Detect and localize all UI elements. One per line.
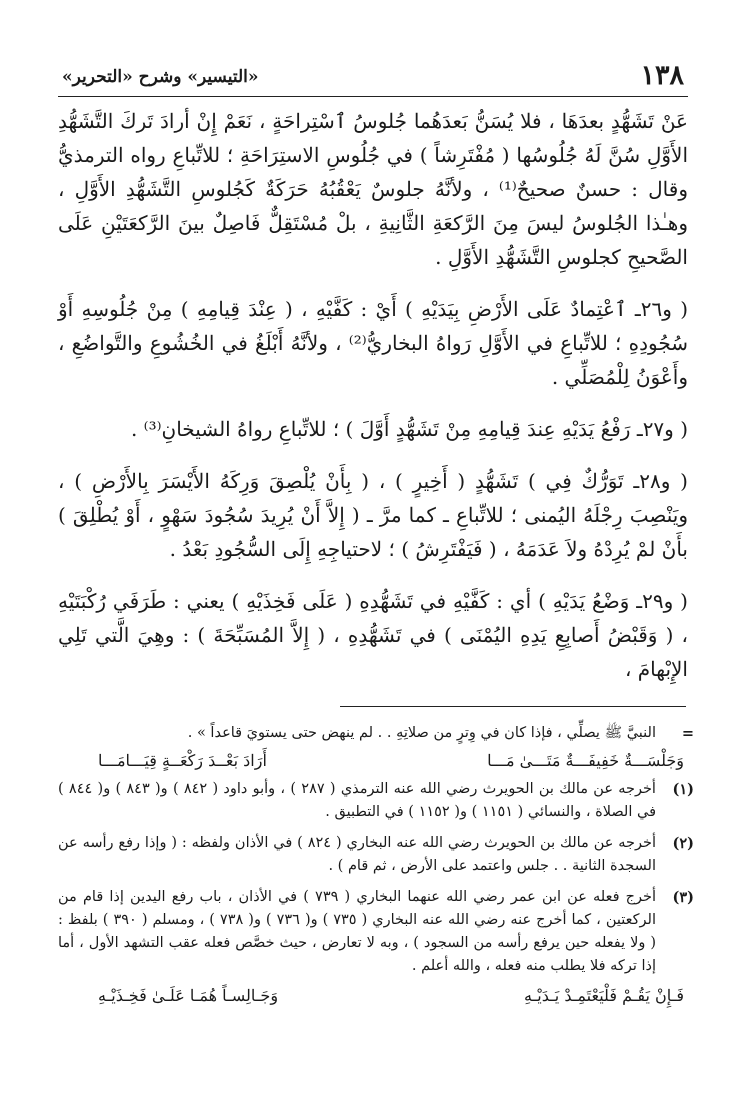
footnote-marker: = <box>681 725 694 742</box>
footnote-marker: (٣) <box>672 889 694 906</box>
paragraph: ( و٢٦ـ ٱعْتِمادٌ عَلَى الأَرْضِ بِيَدَيْهِ ) أَيْ : كَفَّيْهِ ، ( عِنْدَ قِيامِهِ ) مِنْ جُلُوسِهِ أَوْ سُجُودِهِ ؛ للاتِّباعِ في الأَوَّلِ رَواهُ البخاريُّ⁽²⁾ ، ولأنَّهُ أَبْلَغُ في الخُشُوعِ والتَّواضُعِ ، وأَعْوَنُ لِلْمُصَلِّي . <box>58 297 688 389</box>
verse-hemistich: وَجَـالِسـاً هُمَـا عَلَـىٰ فَخِـذَيْـهِ <box>98 986 279 1005</box>
verse-line <box>58 747 694 772</box>
paragraph: ( و٢٨ـ تَوَرُّكٌ فِي ) تَشَهُّدٍ ( أَخِيرٍ ) ، ( بِأَنْ يُلْصِقَ وَرِكَهُ الأَيْسَرَ بِالأَرْضِ ) ، ويَنْصِبَ رِجْلَهُ اليُمنى ؛ للاتِّباعِ ـ كما مرَّ ـ ( إِلاَّ أَنْ يُرِيدَ سُجُودَ سَهْوٍ ، أَوْ يُطْلِقَ ) بأَنْ لمْ يُرِدْهُ ولاَ عَدَمَهُ ، ( فَيَفْتَرِشُ ) ؛ لاحتياجِهِ إِلَى السُّجُودِ بَعْدُ . <box>58 469 688 561</box>
footnote-divider <box>340 706 686 707</box>
footnote-continuation <box>58 722 694 745</box>
footnote-text: أخرجه عن مالك بن الحويرث رضي الله عنه البخاري ( ٨٢٤ ) في الأذان ولفظه : ( وإذا رفع رأسه عن السجدة الثانية . . جلس واعتمد على الأرض ، ثم قام ) . <box>58 835 656 874</box>
verse-line <box>58 982 694 1007</box>
page-header <box>58 56 688 97</box>
footnotes <box>58 722 694 1007</box>
footnote <box>58 886 694 978</box>
paragraph: ( و٢٧ـ رَفْعُ يَدَيْهِ عِندَ قِيامِهِ مِنْ تَشَهُّدٍ أَوَّلَ ) ؛ للاتِّباعِ رواهُ الشيخانِ⁽³⁾ . <box>130 417 688 441</box>
footnote <box>58 832 694 878</box>
paragraph: ( و٢٩ـ وَضْعُ يَدَيْهِ ) أي : كَفَّيْهِ في تَشَهُّدِهِ ( عَلَى فَخِذَيْهِ ) يعني : طَرَفَي رُكْبَتَيْهِ ، ( وَقَبْضُ أَصابِعِ يَدِهِ اليُمْنَى ) في تَشَهُّدِهِ ، ( إِلاَّ المُسَبِّحَةَ ) : وهِيَ الَّتي تَلِي الإِبْهامَ ، <box>58 589 688 681</box>
footnote-text: النبيَّ ﷺ يصلِّي ، فإذا كان في وِترٍ من صلاتِهِ . . لم ينهض حتى يستويَ قاعداً » . <box>187 725 656 741</box>
paragraph: عَنْ تَشَهُّدٍ بعدَهَا ، فلا يُسَنُّ بَعدَهُما جُلوسُ ٱسْتِراحَةٍ ، نَعَمْ إِنْ أرادَ تَركَ التَّشَهُّدِ الأَوَّلِ سُنَّ لَهُ جُلُوسُها ( مُفْتَرِشاً ) في جُلُوسِ الاستِرَاحَةِ ؛ للاتِّباعِ رواه الترمذيُّ وقال : حسنٌ صحيحٌ⁽¹⁾ ، ولأنَّهُ جلوسٌ يَعْقُبُهُ حَرَكَةٌ كَجُلوسِ التَّشَهُّدِ الأَوَّلِ ، وهـٰذا الجُلوسُ ليسَ مِنَ الرَّكعَةِ الثَّانِيةِ ، بلْ مُسْتَقِلٌّ فَاصِلٌ بينَ الرَّكعَتَيْنِ عَلَى الصَّحيحِ كجلوسِ التَّشَهُّدِ الأَوَّلِ . <box>58 109 688 269</box>
verse-hemistich: فَـإِنْ يَقُـمْ فَلْيَعْتَمِـدْ يَـدَيْـهِ <box>523 986 684 1005</box>
footnote-marker: (٢) <box>672 835 694 852</box>
footnote-marker: (١) <box>672 781 694 798</box>
footnote <box>58 778 694 824</box>
footnote-text: أخرج فعله عن ابن عمر رضي الله عنهما البخاري ( ٧٣٩ ) في الأذان ، باب رفع اليدين إذا قام من الركعتين ، كما أخرج عنه رضي الله عنه البخاري ( ٧٣٥ ) و( ٧٣٦ ) و( ٧٣٨ ) ، ومسلم ( ٣٩٠ ) بلفظ : ( ولا يفعله حين يرفع رأسه من السجود ) ، وبه لا تعارض ، حيث خصَّص فعله عقب التشهد الأول ، أما إذا تركه فلا يطلب منه فعله ، والله أعلم . <box>58 889 656 974</box>
footnote-text: أخرجه عن مالك بن الحويرث رضي الله عنه الترمذي ( ٢٨٧ ) ، وأبو داود ( ٨٤٢ ) و( ٨٤٣ ) و( ٨٤٤ ) في الصلاة ، والنسائي ( ١١٥١ ) و( ١١٥٢ ) في التطبيق . <box>58 781 656 820</box>
page-number: ١٣٨ <box>640 60 684 91</box>
main-text <box>58 104 688 686</box>
running-title: «التيسير» وشرح «التحرير» <box>62 67 259 87</box>
verse-hemistich: أَرَادَ بَعْــدَ رَكْعَــةٍ قِيَـــامَـــا <box>98 751 267 770</box>
verse-hemistich: وَجَلْسَـــةٌ خَفِيفَـــةٌ مَتَـــىٰ مَـــا <box>487 751 684 770</box>
